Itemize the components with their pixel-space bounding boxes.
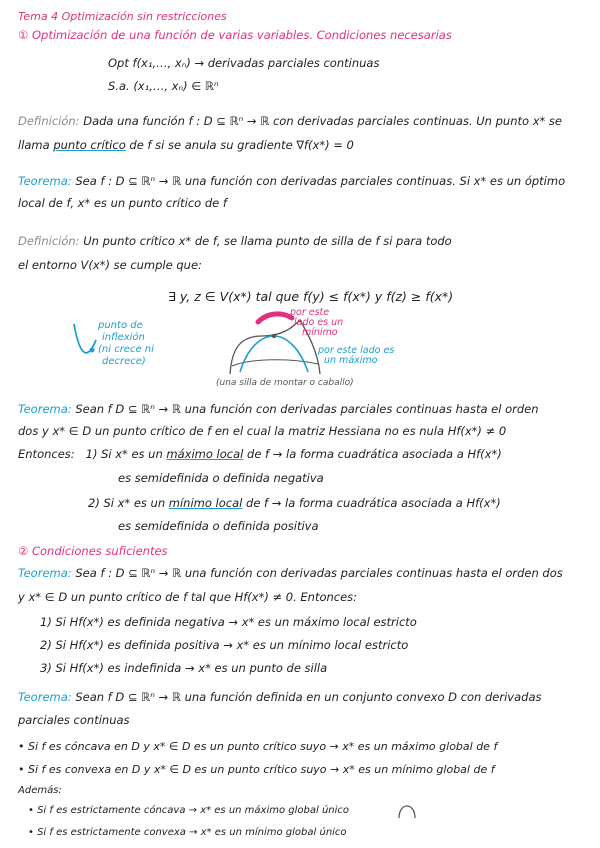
problem-objective: Opt f(x₁,…, xₙ) → derivadas parciales continuas	[108, 56, 380, 70]
min-side-note-2: lado es un	[294, 317, 344, 328]
inflection-note-1: punto de	[98, 320, 143, 331]
theorem-2-text: Sean f D ⊆ ℝⁿ → ℝ una función con derivadas parciales continuas hasta el orden	[75, 402, 539, 416]
inflection-note-3: (ni crece ni	[98, 344, 154, 355]
section-1-title: ① Optimización de una función de varias variables. Condiciones necesarias	[18, 28, 452, 42]
theorem-3-line1	[18, 566, 563, 580]
theorem-label: Teorema:	[18, 402, 72, 416]
definition-label: Definición:	[18, 114, 80, 128]
theorem-label: Teorema:	[18, 566, 72, 580]
local-max-term: máximo local	[166, 447, 244, 461]
theorem-3-item1: 1) Si Hf(x*) es definida negativa → x* es un máximo local estricto	[40, 615, 417, 629]
definition-critical-point-line2	[18, 138, 354, 152]
theorem-3-line2: y x* ∈ D un punto crítico de f tal que Hf(x*) ≠ 0. Entonces:	[18, 590, 358, 604]
concave-arch-sketch	[396, 796, 418, 820]
theorem-4-text: Sean f D ⊆ ℝⁿ → ℝ una función definida en un conjunto convexo D con derivadas	[75, 690, 542, 704]
theorem-label: Teorema:	[18, 174, 72, 188]
theorem-2-case1	[18, 447, 502, 461]
theorem-4-line2: parciales continuas	[18, 713, 130, 727]
theorem-1-line2: local de f, x* es un punto crítico de f	[18, 196, 227, 210]
case1-pre: 1) Si x* es un	[85, 447, 163, 461]
theorem-2-case2-line2: es semidefinida o definida positiva	[118, 519, 319, 533]
min-side-note-1: por este	[290, 307, 330, 318]
def1-post: de f si se anula su gradiente ∇f(x*) = 0	[129, 138, 354, 152]
theorem-2-case2	[88, 496, 501, 510]
inflection-note-4: decrece)	[102, 356, 146, 367]
ademas-label: Además:	[18, 785, 62, 796]
definition-saddle-text: Un punto crítico x* de f, se llama punto de silla de f si para todo	[83, 234, 452, 248]
max-side-note-1: por este lado es	[318, 345, 395, 356]
max-side-note-2: un máximo	[324, 355, 378, 366]
theorem-2-line2: dos y x* ∈ D un punto crítico de f en el cual la matriz Hessiana no es nula Hf(x*) ≠ 0	[18, 424, 507, 438]
saddle-caption: (una silla de montar o caballo)	[216, 378, 354, 388]
theorem-3-item3: 3) Si Hf(x*) es indefinida → x* es un punto de silla	[40, 661, 328, 675]
problem-constraint: S.a. (x₁,…, xₙ) ∈ ℝⁿ	[108, 79, 219, 93]
inflection-note-2: inflexión	[102, 332, 145, 343]
theorem-3-text: Sea f : D ⊆ ℝⁿ → ℝ una función con derivadas parciales continuas hasta el orden dos	[75, 566, 563, 580]
case2-post: de f → la forma cuadrática asociada a Hf(x*)	[246, 496, 501, 510]
theorem-1-text: Sea f : D ⊆ ℝⁿ → ℝ una función con derivadas parciales continuas. Si x* es un óptimo	[75, 174, 566, 188]
section-2-title: ② Condiciones suficientes	[18, 544, 168, 558]
case1-post: de f → la forma cuadrática asociada a Hf(x*)	[247, 447, 502, 461]
definition-saddle-line2: el entorno V(x*) se cumple que:	[18, 258, 202, 272]
topic-title: Tema 4 Optimización sin restricciones	[18, 10, 227, 23]
theorem-4-bullet4: • Si f es estrictamente convexa → x* es un mínimo global único	[28, 827, 347, 838]
theorem-label: Teorema:	[18, 690, 72, 704]
theorem-4-line1	[18, 690, 541, 704]
entonces-label: Entonces:	[18, 447, 75, 461]
theorem-2-case1-line2: es semidefinida o definida negativa	[118, 471, 324, 485]
case2-pre: 2) Si x* es un	[88, 496, 166, 510]
saddle-formula: ∃ y, z ∈ V(x*) tal que f(y) ≤ f(x*) y f(z) ≥ f(x*)	[168, 289, 454, 304]
theorem-2-line1	[18, 402, 539, 416]
definition-label: Definición:	[18, 234, 80, 248]
theorem-4-bullet3: • Si f es estrictamente cóncava → x* es un máximo global único	[28, 805, 350, 816]
definition-critical-point-line1	[18, 114, 562, 128]
definition-saddle-line1	[18, 234, 452, 248]
critical-point-term: punto crítico	[53, 138, 126, 152]
theorem-4-bullet2: • Si f es convexa en D y x* ∈ D es un punto crítico suyo → x* es un mínimo global de f	[18, 763, 495, 776]
theorem-1-line1	[18, 174, 565, 188]
def1-pre: llama	[18, 138, 50, 152]
local-min-term: mínimo local	[168, 496, 243, 510]
definition-text: Dada una función f : D ⊆ ℝⁿ → ℝ con derivadas parciales continuas. Un punto x* se	[83, 114, 562, 128]
theorem-4-bullet1: • Si f es cóncava en D y x* ∈ D es un punto crítico suyo → x* es un máximo global de f	[18, 740, 498, 753]
theorem-3-item2: 2) Si Hf(x*) es definida positiva → x* es un mínimo local estricto	[40, 638, 409, 652]
min-side-note-3: mínimo	[302, 327, 338, 338]
